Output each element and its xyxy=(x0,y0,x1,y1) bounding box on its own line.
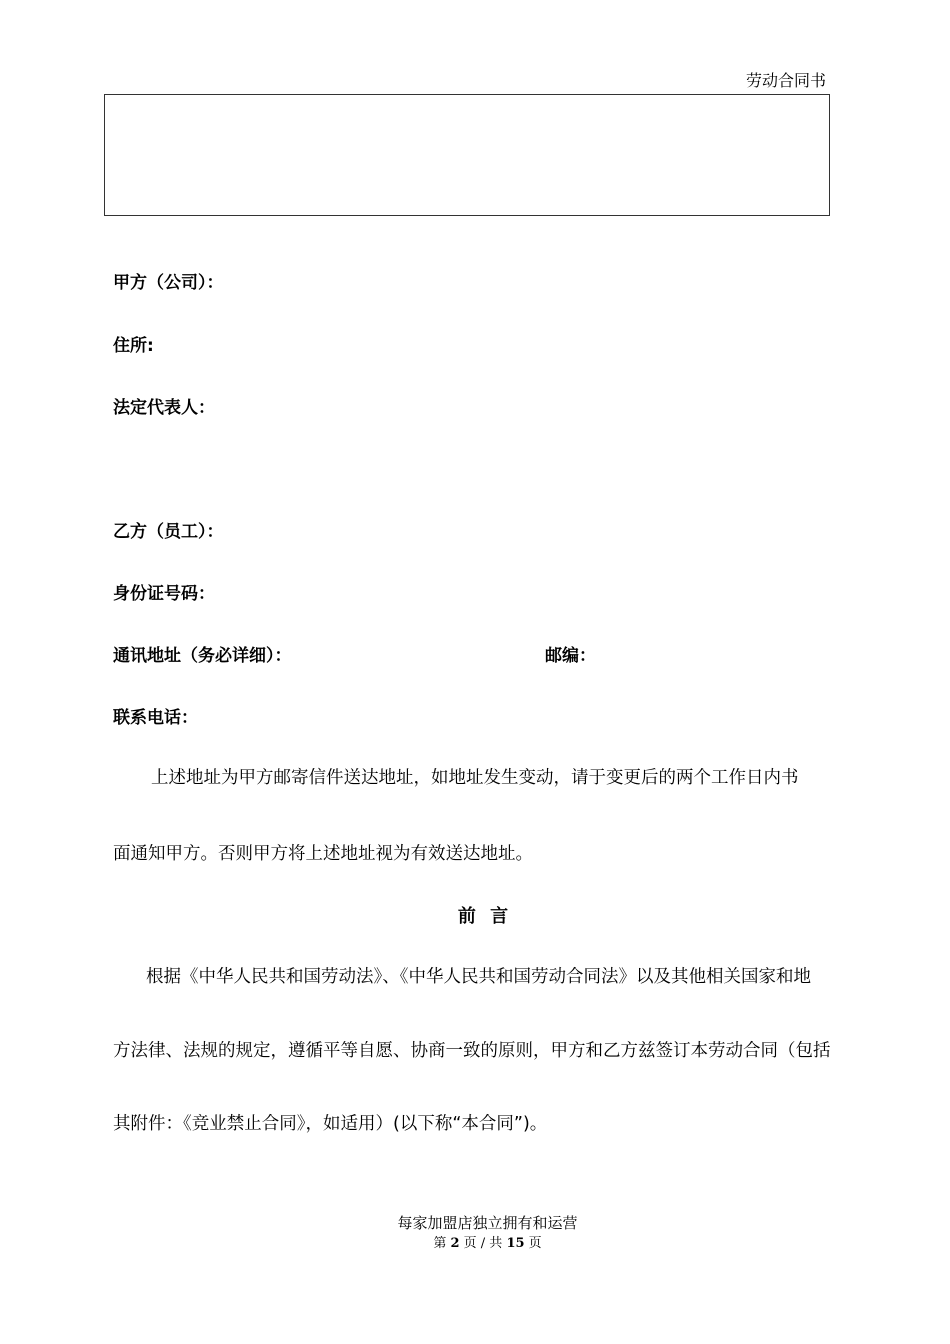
notice-line-2: 面通知甲方。否则甲方将上述地址视为有效送达地址。 xyxy=(113,844,533,864)
notice-line-1: 上述地址为甲方邮寄信件送达地址，如地址发生变动，请于变更后的两个工作日内书 xyxy=(151,768,799,788)
page-suffix: 页 xyxy=(524,1236,542,1251)
preface-line-3: 其附件：《竞业禁止合同》，如适用）(以下称“本合同”)。 xyxy=(113,1114,548,1134)
page-middle: 页 / 共 xyxy=(459,1236,507,1251)
page-current: 2 xyxy=(450,1236,460,1251)
preface-line-2: 方法律、法规的规定，遵循平等自愿、协商一致的原则，甲方和乙方兹签订本劳动合同（包括 xyxy=(113,1041,831,1061)
party-a-legal-rep-label: 法定代表人： xyxy=(113,398,215,418)
footer-franchise-note: 每家加盟店独立拥有和运营 xyxy=(397,1214,578,1232)
party-b-postcode-label: 邮编： xyxy=(545,646,596,666)
footer-page-number xyxy=(0,1232,950,1251)
party-b-employee-label: 乙方（员工）： xyxy=(113,522,224,542)
preface-line-1: 根据《中华人民共和国劳动法》、《中华人民共和国劳动合同法》以及其他相关国家和地 xyxy=(146,967,811,987)
party-a-address-label: 住所: xyxy=(113,336,154,356)
document-header-title: 劳动合同书 xyxy=(745,71,826,90)
party-a-company-label: 甲方（公司）： xyxy=(113,273,224,293)
party-b-id-label: 身份证号码： xyxy=(113,584,215,604)
preface-heading: 前 言 xyxy=(457,906,513,927)
page-total: 15 xyxy=(506,1236,525,1251)
page-prefix: 第 xyxy=(433,1236,451,1251)
party-b-phone-label: 联系电话： xyxy=(113,708,198,728)
blank-info-box xyxy=(104,94,830,216)
party-b-mail-address-label: 通讯地址（务必详细）： xyxy=(113,646,292,666)
